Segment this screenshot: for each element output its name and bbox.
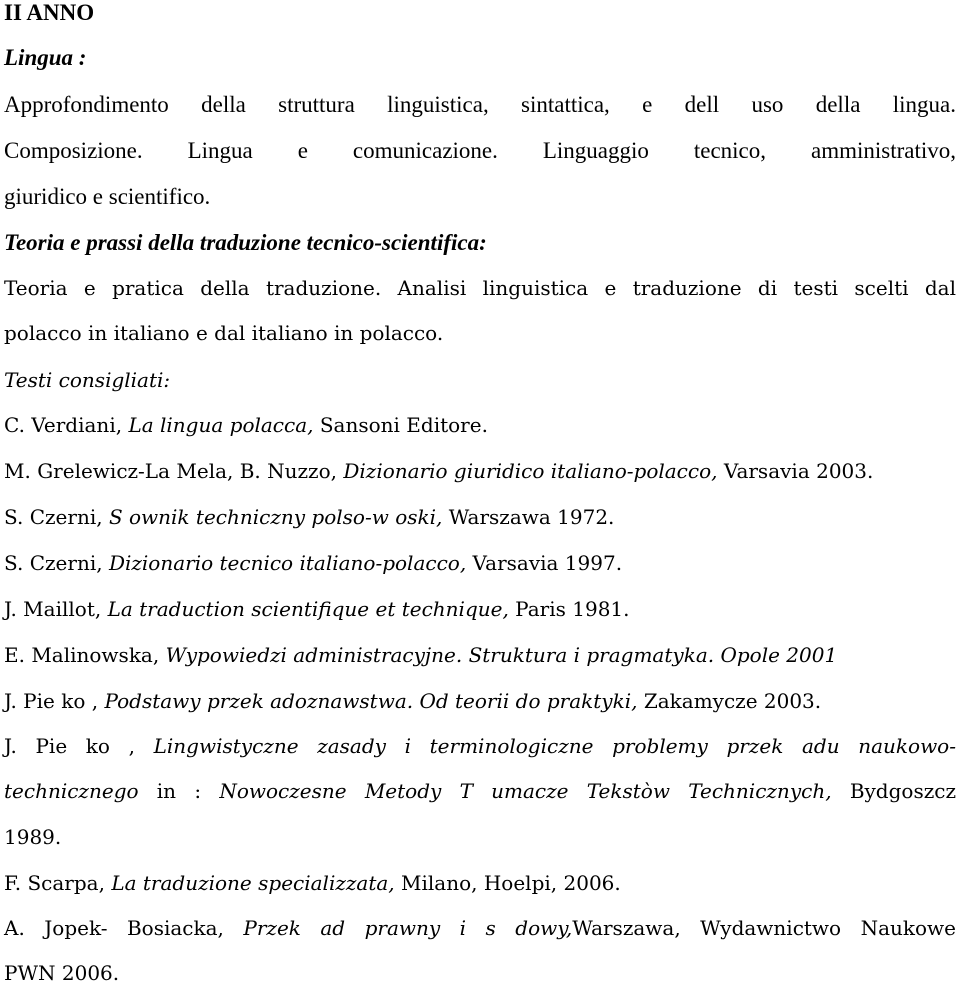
reference-publisher: Warszawa 1972.	[442, 505, 615, 529]
reference-title-cont: technicznego	[4, 779, 139, 803]
reference-title: La lingua polacca,	[128, 413, 314, 437]
lingua-heading: Lingua :	[4, 45, 87, 70]
year-heading: II ANNO	[4, 0, 95, 25]
reference-author: S. Czerni,	[4, 551, 109, 575]
reference-item	[4, 594, 956, 624]
reference-author: S. Czerni,	[4, 505, 109, 529]
reference-title: Wypowiedzi administracyjne. Struktura i pragmatyka. Opole 2001	[165, 643, 838, 667]
reference-title: La traduzione specializzata,	[111, 871, 395, 895]
reference-item	[4, 410, 956, 440]
reference-title: Dizionario giuridico italiano-polacco,	[343, 459, 718, 483]
reference-publisher: Varsavia 1997.	[466, 551, 623, 575]
lingua-paragraph-line-1: Approfondimento della struttura linguistica, sintattica, e dell uso della lingua.	[4, 92, 956, 117]
reference-author: A. Jopek- Bosiacka,	[4, 916, 244, 940]
reference-volume: Nowoczesne Metody T umacze Tekstòw Technicznych,	[219, 779, 832, 803]
reference-author: J. Pie ko ,	[4, 734, 154, 758]
reference-title: Dizionario tecnico italiano-polacco,	[108, 551, 467, 575]
reference-in: in :	[138, 779, 220, 803]
reference-title: La traduction scientifique et technique,	[107, 597, 509, 621]
reference-item-multiline-2-line-2: PWN 2006.	[4, 961, 120, 985]
reference-item	[4, 456, 956, 486]
reference-title: Przek ad prawny i s dowy,	[243, 916, 573, 940]
reference-author: F. Scarpa,	[4, 871, 112, 895]
reference-item-multiline-line-2	[4, 776, 956, 806]
reference-author: C. Verdiani,	[4, 413, 129, 437]
reference-item	[4, 640, 956, 670]
reference-author: J. Maillot,	[4, 597, 108, 621]
reference-item-multiline-line-3: 1989.	[4, 825, 62, 849]
reference-item	[4, 686, 956, 716]
traduzione-paragraph-line-1: Teoria e pratica della traduzione. Analisi linguistica e traduzione di testi scelti dal	[4, 276, 956, 300]
reference-item	[4, 502, 956, 532]
reference-publisher: Paris 1981.	[508, 597, 630, 621]
reference-author: E. Malinowska,	[4, 643, 166, 667]
lingua-paragraph-line-2: Composizione. Lingua e comunicazione. Linguaggio tecnico, amministrativo,	[4, 138, 956, 163]
reference-title: Podstawy przek adoznawstwa. Od teorii do praktyki,	[104, 689, 638, 713]
reference-title: S ownik techniczny polso-w oski,	[108, 505, 443, 529]
reference-author: J. Pie ko ,	[4, 689, 105, 713]
reference-publisher: Milano, Hoelpi, 2006.	[394, 871, 621, 895]
reference-item	[4, 548, 956, 578]
lingua-paragraph-line-3: giuridico e scientifico.	[4, 184, 211, 209]
reference-item-multiline-line-1	[4, 731, 956, 761]
reference-publisher: Zakamycze 2003.	[637, 689, 822, 713]
reference-title: Lingwistyczne zasady i terminologiczne problemy przek adu naukowo-	[153, 734, 956, 758]
testi-consigliati-heading: Testi consigliati:	[4, 368, 171, 392]
reference-publisher: Varsavia 2003.	[717, 459, 874, 483]
reference-publisher: Bydgoszcz	[831, 779, 956, 803]
traduzione-heading: Teoria e prassi della traduzione tecnico-scientifica:	[4, 230, 487, 255]
reference-publisher: Sansoni Editore.	[313, 413, 488, 437]
reference-item-multiline-2-line-1	[4, 913, 956, 943]
reference-publisher: Warszawa, Wydawnictwo Naukowe	[572, 916, 956, 940]
reference-author: M. Grelewicz-La Mela, B. Nuzzo,	[4, 459, 344, 483]
reference-item	[4, 868, 956, 898]
traduzione-paragraph-line-2: polacco in italiano e dal italiano in polacco.	[4, 321, 444, 345]
